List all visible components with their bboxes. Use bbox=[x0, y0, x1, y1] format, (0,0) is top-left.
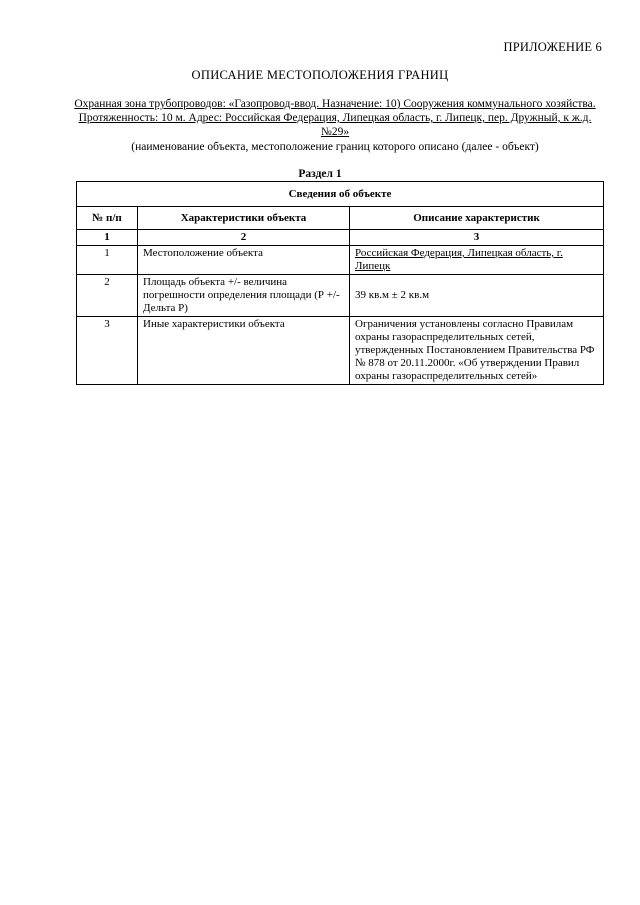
row-number: 2 bbox=[77, 275, 138, 317]
column-header-description: Описание характеристик bbox=[350, 207, 604, 230]
table-title: Сведения об объекте bbox=[77, 182, 604, 207]
table-row bbox=[77, 317, 604, 385]
table-row bbox=[77, 275, 604, 317]
object-name bbox=[70, 97, 600, 139]
row-description bbox=[350, 246, 604, 275]
row-number: 3 bbox=[77, 317, 138, 385]
column-number-1: 1 bbox=[77, 230, 138, 246]
object-name-text: Охранная зона трубопроводов: «Газопровод-ввод. Назначение: 10) Сооружения коммунального хозяйства. Протяженность: 10 м. Адрес: Российская Федерация, Липецкая область, г. Липецк, пер. Дружный, к ж.д.№29» bbox=[74, 98, 596, 138]
appendix-label: ПРИЛОЖЕНИЕ 6 bbox=[503, 40, 602, 54]
object-name-caption: (наименование объекта, местоположение границ которого описано (далее - объект) bbox=[131, 141, 539, 153]
column-number-2: 2 bbox=[138, 230, 350, 246]
table-row bbox=[77, 246, 604, 275]
row-characteristic: Площадь объекта +/- величина погрешности определения площади (Р +/- Дельта Р) bbox=[138, 275, 350, 317]
section-label: Раздел 1 bbox=[298, 168, 342, 180]
column-header-characteristic: Характеристики объекта bbox=[138, 207, 350, 230]
column-header-num: № п/п bbox=[77, 207, 138, 230]
object-info-table bbox=[76, 181, 604, 385]
row-characteristic: Местоположение объекта bbox=[138, 246, 350, 275]
row-description: 39 кв.м ± 2 кв.м bbox=[350, 275, 604, 317]
location-text: Российская Федерация, Липецкая область, г. Липецк bbox=[355, 247, 563, 272]
row-description: Ограничения установлены согласно Правилам охраны газораспределительных сетей, утвержденных Постановлением Правительства РФ № 878 от 20.11.2000г. «Об утверждении Правил охраны газораспределительных сетей» bbox=[350, 317, 604, 385]
row-number: 1 bbox=[77, 246, 138, 275]
document-title: ОПИСАНИЕ МЕСТОПОЛОЖЕНИЯ ГРАНИЦ bbox=[191, 68, 449, 82]
column-number-3: 3 bbox=[350, 230, 604, 246]
row-characteristic: Иные характеристики объекта bbox=[138, 317, 350, 385]
